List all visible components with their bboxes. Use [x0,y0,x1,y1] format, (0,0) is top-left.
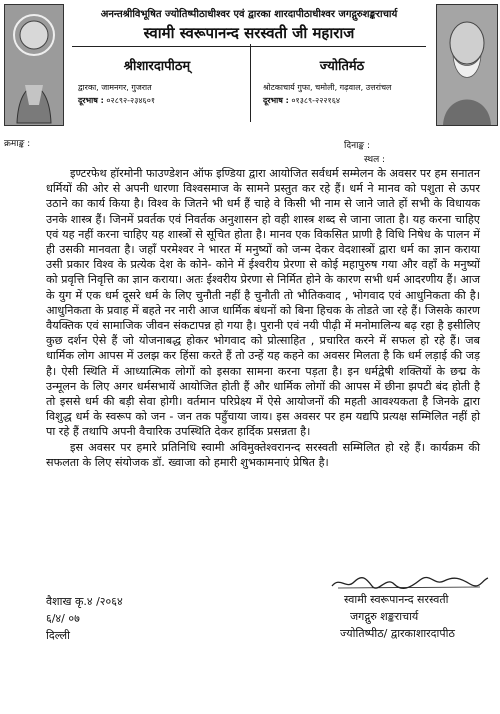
vaishakh-date: वैशाख कृ.४ /२०६४ [46,595,123,608]
letterhead-center [66,4,432,124]
swami-name-heading: स्वामी स्वरूपानन्द सरस्वती जी महाराज [143,24,355,42]
reference-number-label: क्रमाङ्क : [4,139,31,149]
letterhead [0,0,500,128]
sharada-peeth-address: द्वारका, जामनगर, गुजरात [78,83,152,92]
place-name: दिल्ली [46,629,70,642]
math-addresses [66,44,432,122]
place-label: स्थल : [364,155,386,165]
phone-label: दूरभाष : [263,96,289,105]
swami-portrait [436,4,498,126]
adi-shankaracharya-portrait [4,4,64,126]
sharada-peeth-phone [78,95,248,106]
body-paragraph-1: इण्टरफेथ हॉरमोनी फाउण्डेशन ऑफ इण्डिया द्वारा आयोजित सर्वधर्म सम्मेलन के अवसर पर हम सनातन धर्मियों की ओर से अपनी धारणा विश्वसमाज के सामने प्रस्तुत कर रहे हैं। धर्म ने मानव को पशुता से ऊपर उठाने का कार्य किया है। विश्व के जितने भी धर्म हैं चाहे वे किसी भी नाम से जाने जाते हों सभी के विधायक उनके शास्त्र हैं। जिनमें प्रवर्तक एवं निवर्तक अनुशासन हो वही शास्त्र शब्द से जाना जाता है। यह करना चाहिए एवं यह नहीं करना चाहिए यह शास्त्रों से सूचित होता है। मानव एक विकसित प्राणी है विधि निषेध के पालन में ही उसकी मानवता है। जहाँ परमेश्वर ने भारत में मनुष्यों को जन्म देकर वेदशास्त्रों द्वारा धर्म का ज्ञान कराया उसी प्रकार विश्व के प्रत्येक देश के कोने- कोने में ईश्वरीय प्रेरणा से कोई महापुरुष गया और वहाँ के मनुष्यों को प्रवृत्ति निवृत्ति का ज्ञान कराया। अतः ईश्वरीय प्रेरणा से निर्मित होने के कारण सभी धर्म आदरणीय हैं। आज के युग में एक धर्म दूसरे धर्म के लिए चुनौती नहीं है चुनौती तो भौतिकवाद , भोगवाद एवं आधुनिकता की है। आधुनिकता के प्रवाह में बहते नर नारी आज धार्मिक बंधनों को बिना हिचक के तोडते जा रहे हैं। जिसके कारण वैयक्तिक एवं सामाजिक जीवन संकटापन्न हो गया है। पुरानी एवं नयी पीढ़ी में मनोमालिन्य बढ़ रहा है इसीलिए कुछ दर्शन ऐसे हैं जो योजनाबद्ध होकर भोगवाद को प्रोत्साहित , प्रचारित करने में सफल हो रहे हैं। जब धार्मिक लोग आपस में उलझ कर हिंसा करते हैं तो उन्हें यह कहने का अवसर मिलता है कि धर्म लड़ाई की जड़ है। ऐसी स्थिति में आध्यात्मिक लोगों को इसका सामना करना पड़ता है। इन धर्मद्वेषी शक्तियों के छद्म के उन्मूलन के लिए अगर धर्मसभायें आयोजित होती हैं और धार्मिक लोगों की आपस में छीना झपटी बंद होती है तो इससे धर्म की बड़ी सेवा होगी। वर्तमान परिप्रेक्ष्य में ऐसे आयोजनों की महती आवश्यकता है जिनके द्वारा विशुद्ध धर्म के स्वरूप को जन - जन तक पहुँचाया जाय। इस अवसर पर हम यद्यपि प्रत्यक्ष सम्मिलित नहीं हो पा रहे हैं तथापि अपनी वैचारिक उपस्थिति देकर हार्दिक प्रसन्नता है। [46,167,480,439]
signatory-name: स्वामी स्वरूपानन्द सरस्वती [344,593,449,606]
sharada-peeth-block [66,44,248,122]
body-paragraph-2: इस अवसर पर हमारे प्रतिनिधि स्वामी अविमुक्तेश्वरानन्द सरस्वती सम्मिलित हो रहे हैं। कार्यक्रम की सफलता के लिए संयोजक डॉ. ख्वाजा को हमारी शुभकामनाएं प्रेषित है। [46,440,480,469]
handwritten-signature [330,574,490,592]
jyotirmath-phone [263,95,433,106]
gregorian-date: ६/४/ ०७ [46,612,80,625]
jyotirmath-name: ज्योतिर्मठ [319,59,365,74]
jyotirmath-block [250,44,433,122]
honorific-line: अनन्तश्रीविभूषित ज्योतिष्पीठाधीश्वर एवं द्वारका शारदापीठाधीश्वर जगद्गुरुशङ्कराचार्य [100,9,398,20]
signatory-seat: ज्योतिष्पीठ/ द्वारकाशारदापीठ [340,627,455,640]
signatory-title: जगद्गुरु शङ्कराचार्य [350,610,419,623]
phone-number: ०२८९२-२३४६०१ [106,96,156,105]
sharada-peeth-name: श्रीशारदापीठम् [123,59,191,74]
phone-label: दूरभाष : [78,96,104,105]
letter-body [46,166,480,470]
date-label: दिनाङ्क : [344,141,371,151]
phone-number: ०१३८९-२२२१६४ [291,96,341,105]
jyotirmath-address: श्रोटकाचार्य गुफा, चमोली, गढ़वाल, उत्तरांचल [263,83,392,92]
